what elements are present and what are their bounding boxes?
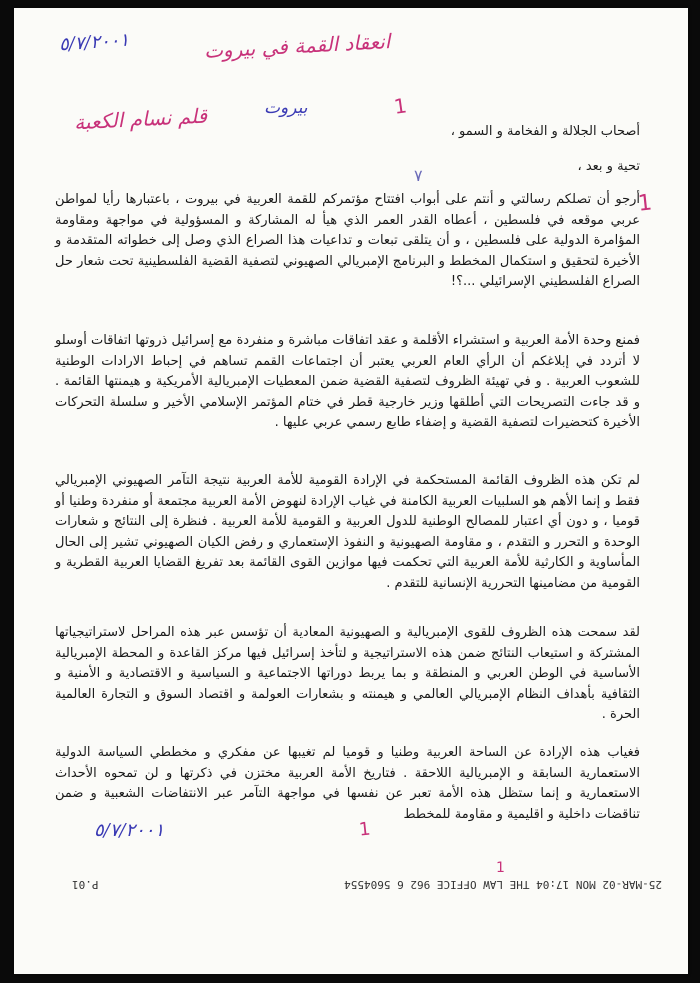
letter-salutation: أصحاب الجلالة و الفخامة و السمو ، bbox=[450, 124, 640, 139]
margin-mark-small: 1 bbox=[496, 860, 505, 876]
margin-mark-bottom: 1 bbox=[357, 818, 372, 841]
letter-paragraph: أرجو أن تصلكم رسالتي و أنتم على أبواب افتتاح مؤتمركم للقمة العربية في بيروت ، باعتبارها رأيا لمواطن عربي موقعه في فلسطين ، أعطاه القدر العمر الذي هيأ له المشاركة و المسؤولية في مواجهة ومقاومة المؤامرة الدولية على فلسطين ، و أن يتلقى تبعات و تداعيات هذا الصراع الذي وصل إلى خطواته المتقدمة و الأخيرة لتحقيق و استكمال المخطط و البرنامج الإمبريالي الصهيوني لتصفية القضية الفلسطينية تحت شعار حل الصراع الفلسطيني الإسرائيلي ...؟! bbox=[55, 192, 640, 289]
margin-mark-right: 1 bbox=[636, 190, 654, 217]
letter-paragraph: فغياب هذه الإرادة عن الساحة العربية وطنيا و قوميا لم تغيبها عن مفكري و مخططي السياسة الدولية الاستعمارية السابقة و الإمبريالية اللاحقة . فتاريخ الأمة العربية مختزن في ذكرتها و لن تمحوه الأحداث الاستعمارية و إنما ستظل هذه الأمة تعبر عن نفسها في مواجهة التآمر عبر الانتفاضات الشعبية و ضمن تناقضات داخلية و اقليمية و مقاومة للمخطط bbox=[55, 745, 640, 822]
letter-paragraph: فمنع وحدة الأمة العربية و استشراء الأقلمة و عقد اتفاقات مباشرة و منفردة مع إسرائيل ذروتها اتفاقات أوسلو لا أتردد في إبلاغكم أن الرأي العام العربي يعتبر أن اجتماعات القمم تساهم في إحباط الارادات الوطنية للشعوب العربية . و في تهيئة الظروف لتصفية القضية ضمن المعطيات الإمبريالية الأمريكية و هيمنتها القائمة . و قد جاءت التصريحات التي أطلقها وزير خارجية قطر في ختام المؤتمر الإسلامي الأخير و سلسلة التحركات الأخيرة كتحضيرات لتصفية القضية و إضفاء طابع رسمي عربي عليها . bbox=[55, 333, 640, 430]
fax-header-text: 25-MAR-02 MON 17:04 THE LAW OFFICE 962 6 5604554 bbox=[344, 878, 662, 891]
handwritten-title-top: انعقاد القمة في بيروت bbox=[203, 29, 391, 63]
handwritten-date-top: ٥/٧/٢٠٠١ bbox=[58, 29, 130, 56]
letter-page bbox=[14, 8, 688, 974]
margin-tick-mark: ٧ bbox=[414, 166, 423, 185]
fax-page-number: P.01 bbox=[72, 878, 99, 891]
handwritten-name-left: قلم نسام الكعبة bbox=[73, 103, 208, 135]
letter-paragraph: لم تكن هذه الظروف القائمة المستحكمة في الإرادة القومية للأمة العربية نتيجة التآمر الصهيوني الإمبريالي فقط و إنما الأهم هو السلبيات العربية الكامنة في غياب الإرادة لنهوض الأمة العربية مجتمعة أو منفردة وطنيا أو قوميا ، و دون أي اعتبار للمصالح الوطنية للدول العربية و القومية للأمة العربية . فنظرة إلى النتائج و شعارات الوحدة و التحرر و التقدم ، و مقاومة الصهيونية و النفوذ الإستعماري و رفض الكيان الصهيوني تشير إلى الحال المأساوية و الكارثية للأمة العربية التي تحكمت فيها موازين القوى القائمة بعد تفريغ القضايا العربية القطرية و القومية من مضامينها التحررية الإنسانية للتقدم . bbox=[55, 473, 640, 591]
letter-paragraph: لقد سمحت هذه الظروف للقوى الإمبريالية و الصهيونية المعادية أن تؤسس عبر هذه المراحل لاستراتيجياتها المشتركة و استيعاب النتائج ضمن هذه الاستراتيجية و لتأخذ إسرائيل فيها مركز القاعدة و المحطة الإمبريالية الأساسية في الوطن العربي و المنطقة و بما يربط دوراتها الاجتماعية و السياسية و الاقتصادية و الأمنية و الثقافية بأهداف النظام الإمبريالي العالمي و هيمنته و بشعارات العولمة و اقتصاد السوق و التجارة العالمية الحرة . bbox=[55, 625, 640, 722]
margin-mark-top: 1 bbox=[392, 93, 409, 119]
handwritten-beirut: بيروت bbox=[264, 98, 308, 118]
handwritten-date-bottom: ٥/٧/٢٠٠١ bbox=[94, 820, 165, 841]
letter-greeting: تحية و بعد ، bbox=[577, 159, 640, 174]
